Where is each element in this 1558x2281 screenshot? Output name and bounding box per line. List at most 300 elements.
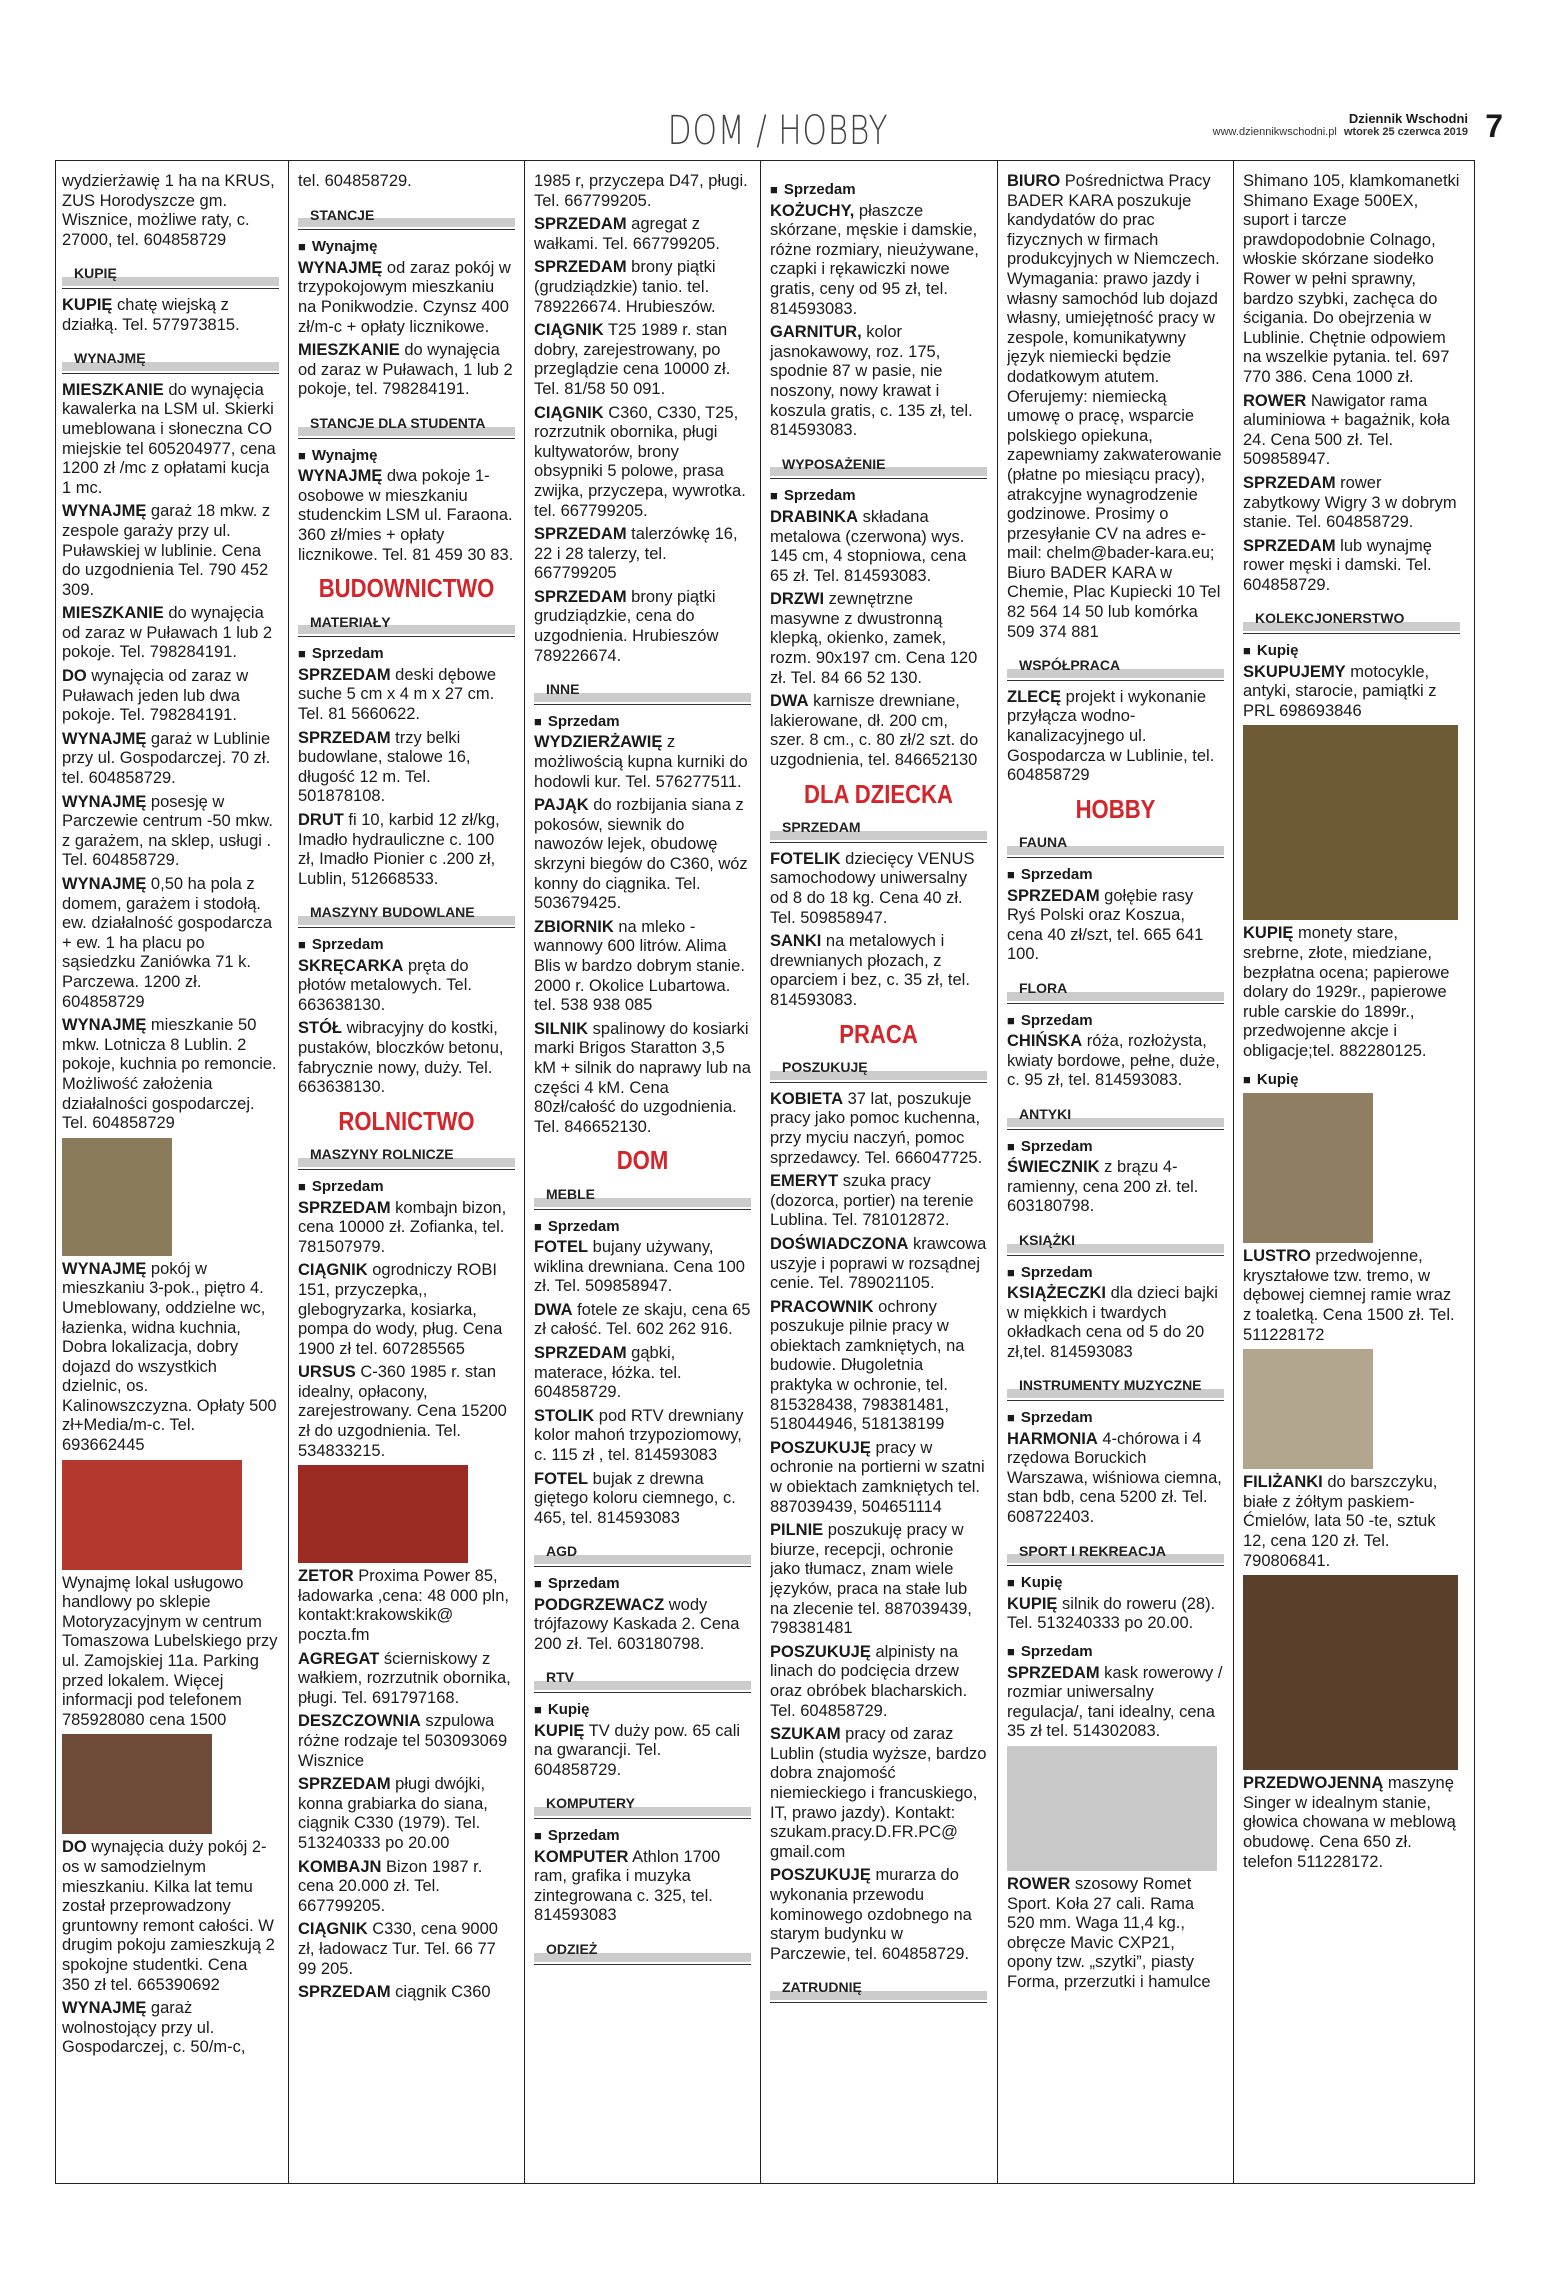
classified-ad: [62, 1999, 279, 2058]
classified-ad: [298, 1019, 515, 1097]
ad-lead: GARNITUR,: [770, 323, 862, 342]
ad-text: z możliwością kupna kurniki do hodowli kur. Tel. 576277511.: [534, 733, 748, 791]
classified-ad: [770, 1866, 987, 1964]
ad-text: wynajęcia duży pokój 2-os w samodzielnym mieszkaniu. Kilka lat temu został przeprowadzony gruntowny remont całości. W drugim pokoju zamieszkują 2 spokojne studentki. Cena 350 zł tel. 665390692: [62, 1838, 275, 1994]
classified-ad: [534, 258, 751, 317]
classified-ad: [534, 215, 751, 254]
ad-text: murarza do wykonania przewodu kominowego ozdobnego na starym budynku w Parczewie, tel. 604858729.: [770, 1866, 972, 1963]
ad-lead: SILNIK: [534, 1019, 589, 1038]
ad-text: gołębie rasy Ryś Polski oraz Koszua, cena 40 zł/szt, tel. 665 641 100.: [1007, 886, 1204, 964]
ad-lead: SPRZEDAM: [1243, 473, 1336, 492]
ad-text: pręta do płotów metalowych. Tel. 663638130.: [298, 956, 472, 1014]
ad-text: Wynajmę lokal usługowo handlowy po sklepie Motoryzacyjnym w centrum Tomaszowa Lubelskiego przy ul. Zamojskiej 11a. Parking przed lokalem. Więcej informacji pod telefonem 785928080 cena 1500: [62, 1573, 278, 1729]
ad-text: 37 lat, poszukuje pracy jako pomoc kuchenna, przy myciu naczyń, pomoc sprzedawcy. Tel. 666047725.: [770, 1089, 983, 1167]
section-bar: KOLEKCJONERSTWO: [1243, 607, 1460, 631]
ad-lead: PRZEDWOJENNĄ: [1243, 1774, 1384, 1793]
ad-text: poszukuję pracy w biurze, recepcji, ochronie jako tłumacz, znam wiele języków, praca na stałe lub na zlecenie tel. 887039439, 798381481: [770, 1521, 972, 1638]
subsection-heading: ■ Sprzedam: [534, 1574, 751, 1594]
ad-text: dla dzieci bajki w miękkich i twardych okładkach cena od 5 do 20 zł,tel. 814593083: [1007, 1284, 1218, 1361]
category-heading: HOBBY: [1075, 793, 1156, 824]
sewing-machine-photo: [1243, 1575, 1458, 1770]
classified-ad: [770, 1090, 987, 1168]
column-divider: [1233, 160, 1234, 2184]
ad-text: bujany używany, wiklina drewniana. Cena 100 zł. Tel. 509858947.: [534, 1238, 745, 1296]
ad-text: karnisze drewniane, lakierowane, dł. 200 cm, szer. 8 cm., c. 80 zł/2 szt. do uzgodnienia, tel. 846652130: [770, 692, 979, 770]
ad-lead: ZETOR: [298, 1567, 354, 1586]
ad-text: do wynajęcia od zaraz w Puławach, 1 lub 2 pokoje, tel. 798284191.: [298, 341, 513, 399]
classified-ad: [298, 341, 515, 400]
subsection-heading: ■ Sprzedam: [1007, 1137, 1224, 1157]
ad-text: deski dębowe suche 5 cm x 4 m x 27 cm. Tel. 81 5660622.: [298, 665, 497, 724]
ad-text: wydzierżawię 1 ha na KRUS, ZUS Horodyszcze gm. Wisznice, możliwe raty, c. 27000, tel. 604858729: [62, 172, 275, 249]
ad-text: brony piątki grudziądzkie, cena do uzgodnienia. Hrubieszów 789226674.: [534, 587, 719, 665]
ad-lead: SPRZEDAM: [298, 1198, 391, 1217]
ad-text: pracy w ochronie na portierni w szatni w obiektach zamkniętych tel. 887039439, 504651114: [770, 1438, 985, 1516]
ad-lead: SPRZEDAM: [534, 258, 627, 277]
ad-text: Bizon 1987 r. cena 20.000 zł. Tel. 667799205.: [298, 1857, 483, 1915]
ad-column-3: [534, 172, 751, 2178]
tractor-photo: [298, 1465, 468, 1563]
classified-ad: [770, 323, 987, 441]
classified-ad: [1007, 1158, 1224, 1217]
ad-text: talerzówkę 16, 22 i 28 talerzy, tel. 667799205: [534, 525, 738, 583]
ad-text: wibracyjny do kostki, pustaków, bloczków betonu, fabrycznie nowy, duży. Tel. 663638130.: [298, 1019, 504, 1097]
ad-lead: KOMPUTER: [534, 1847, 629, 1866]
ad-lead: FOTELIK: [770, 849, 841, 868]
section-bar: POSZUKUJĘ: [770, 1056, 987, 1080]
ad-text: do wynajęcia kawalerka na LSM ul. Skierki umeblowana i słoneczna CO miejskie tel 605204977, cena 1200 zł /mc z opłatami kucja 1 mc.: [62, 380, 276, 497]
classified-ad: [62, 381, 279, 499]
room-photo: [62, 1138, 172, 1256]
classified-ad: [298, 467, 515, 565]
ad-column-6: [1243, 172, 1460, 2178]
ad-lead: LUSTRO: [1243, 1247, 1311, 1266]
section-bar: MASZYNY BUDOWLANE: [298, 901, 515, 925]
classified-ad: [534, 1020, 751, 1138]
ad-lead: WYNAJMĘ: [298, 258, 383, 277]
ad-text: projekt i wykonanie przyłącza wodno-kanalizacyjnego ul. Gospodarcza w Lublinie, tel. 604858729: [1007, 687, 1215, 785]
section-bar: KSIĄŻKI: [1007, 1229, 1224, 1253]
ad-lead: MIESZKANIE: [62, 380, 164, 399]
ad-text: garaż 18 mkw. z zespole garaży przy ul. Puławskiej w lublinie. Cena do uzgodnienia Tel. 790 452 309.: [62, 502, 271, 599]
ad-lead: KSIĄŻECZKI: [1007, 1284, 1106, 1303]
section-bar: STANCJE DLA STUDENTA: [298, 412, 515, 436]
ad-lead: SPRZEDAM: [298, 665, 391, 684]
ad-lead: WYNAJMĘ: [62, 502, 147, 521]
classified-ad: [62, 730, 279, 789]
classified-ad: [534, 1596, 751, 1655]
ad-text: gąbki, materace, łóżka. tel. 604858729.: [534, 1344, 682, 1402]
ad-text: na mleko - wannowy 600 litrów. Alima Blis w bardzo dobrym stanie. 2000 r. Okolice Lubartowa. tel. 538 938 085: [534, 917, 745, 1015]
ad-lead: WYNAJMĘ: [62, 1259, 147, 1278]
ad-lead: SANKI: [770, 932, 822, 951]
section-bar: SPORT I REKREACJA: [1007, 1540, 1224, 1564]
category-heading: DLA DZIECKA: [804, 778, 953, 809]
ad-text: szpulowa różne rodzaje tel 503093069 Wisznice: [298, 1712, 508, 1770]
classified-ad: [62, 1260, 279, 1456]
ad-text: wody trójfazowy Kaskada 2. Cena 200 zł. Tel. 603180798.: [534, 1595, 740, 1653]
section-bar: FAUNA: [1007, 831, 1224, 855]
classified-ad: [298, 1858, 515, 1917]
ad-lead: SPRZEDAM: [1007, 1663, 1100, 1682]
ad-text: pługi dwójki, konna grabiarka do siana, ciągnik C330 (1979). Tel. 513240333 po 20.00: [298, 1775, 488, 1852]
classified-ad: [770, 1235, 987, 1294]
ad-lead: CIĄGNIK: [298, 1261, 368, 1280]
ad-lead: SPRZEDAM: [534, 587, 627, 606]
subsection-heading: ■ Kupię: [534, 1700, 751, 1720]
classified-ad: [62, 1574, 279, 1731]
ad-lead: PILNIE: [770, 1521, 824, 1540]
classified-ad: [62, 296, 279, 335]
classified-ad: [770, 1439, 987, 1517]
ad-lead: KUPIĘ: [62, 295, 113, 314]
ad-text: ścierniskowy z wałkiem, rozrzutnik obornika, pługi. Tel. 691797168.: [298, 1649, 511, 1707]
section-bar: AGD: [534, 1540, 751, 1564]
ad-text: spalinowy do kosiarki marki Brigos Staratton 3,5 kM + silnik do naprawy lub na części 4 kM. Cena 80zł/całość do uzgodnienia. Tel. 846652130.: [534, 1019, 751, 1136]
classified-ad: [770, 590, 987, 688]
subsection-heading: ■ Sprzedam: [298, 935, 515, 955]
ad-text: tel. 604858729.: [298, 172, 412, 190]
classified-ad: [298, 259, 515, 337]
section-title: DOM / HOBBY: [667, 108, 889, 154]
ad-lead: WYNAJMĘ: [62, 792, 147, 811]
classified-ad: [534, 321, 751, 399]
classified-ad: [298, 1650, 515, 1709]
ad-column-4: [770, 172, 987, 2178]
subsection-heading: ■ Sprzedam: [1007, 1408, 1224, 1428]
classified-ad: [1243, 663, 1460, 722]
ad-text: rower zabytkowy Wigry 3 w dobrym stanie. Tel. 604858729.: [1243, 473, 1457, 532]
ad-lead: EMERYT: [770, 1172, 839, 1191]
ad-text: ochrony poszukuje pilnie pracy w obiektach zamkniętych, na budowie. Długoletnia praktyka w ochronie, tel. 815328438, 798381481, 518044946, 518138199: [770, 1297, 965, 1434]
classified-ad: [62, 1016, 279, 1134]
ad-text: do rozbijania siana z pokosów, siewnik do nawozów lejek, obudowę skrzyni biegów do C360, wóz konny do ciągnika. Tel. 503679425.: [534, 796, 748, 913]
section-bar: ANTYKI: [1007, 1103, 1224, 1127]
ad-lead: SZUKAM: [770, 1725, 841, 1744]
ad-lead: ZBIORNIK: [534, 917, 614, 936]
ad-lead: BIURO: [1007, 172, 1061, 190]
ad-lead: PRACOWNIK: [770, 1297, 874, 1316]
ad-lead: WYNAJMĘ: [62, 875, 147, 893]
ad-text: T25 1989 r. stan dobry, zarejestrowany, po przeglądzie cena 10000 zł. Tel. 81/58 50 091.: [534, 321, 731, 398]
ad-text: TV duży pow. 65 cali na gwarancji. Tel. 604858729.: [534, 1721, 741, 1779]
classified-ad: [298, 729, 515, 807]
ad-lead: FOTEL: [534, 1238, 589, 1257]
ad-lead: KOBIETA: [770, 1089, 844, 1108]
ad-text: C-360 1985 r. stan idealny, opłacony, zarejestrowany. Cena 15200 zł do uzgodnienia. Tel. 534833215.: [298, 1363, 507, 1460]
section-bar: RTV: [534, 1666, 751, 1690]
subsection-heading: ■ Wynajmę: [298, 446, 515, 466]
subsection-heading: ■ Kupię: [1243, 1070, 1460, 1090]
section-bar: KUPIĘ: [62, 262, 279, 286]
classified-ad: [298, 1983, 515, 2003]
ad-lead: SPRZEDAM: [298, 1983, 391, 2002]
ad-text: Shimano 105, klamkomanetki Shimano Exage 500EX, suport i tarcze prawdopodobnie Colnago, włoskie skórzane siodełko Rower w pełni sprawny, bardzo szybki, zachęca do ścigania. Do obejrzenia w Lublinie. Chętnie odpowiem na wszelkie pytania. tel. 697 770 386. Cena 1000 zł.: [1243, 172, 1460, 386]
ad-text: 4-chórowa i 4 rzędowa Boruckich Warszawa, wiśniowa ciemna, stan bdb, cena 5200 zł. Tel. 608722403.: [1007, 1429, 1222, 1527]
classified-ad: [534, 1407, 751, 1466]
classified-ad: [1007, 1595, 1224, 1634]
ad-text: motocykle, antyki, starocie, pamiątki z PRL 698693846: [1243, 662, 1437, 720]
classified-ad: [534, 172, 751, 211]
ad-text: szuka pracy (dozorca, portier) na terenie Lublina. Tel. 781012872.: [770, 1172, 974, 1230]
ad-text: mieszkanie 50 mkw. Lotnicza 8 Lublin. 2 pokoje, kuchnia po remoncie. Możliwość założenia działalności gospodarczej. Tel. 604858729: [62, 1016, 277, 1133]
ad-column-2: [298, 172, 515, 2178]
column-divider: [288, 160, 289, 2184]
ad-lead: DO: [62, 667, 87, 686]
classified-ad: [770, 692, 987, 770]
classified-ad: [770, 1521, 987, 1639]
classified-ad: [1007, 887, 1224, 965]
ad-text: garaż w Lublinie przy ul. Gospodarczej. 70 zł. tel. 604858729.: [62, 729, 271, 788]
ad-lead: SPRZEDAM: [534, 525, 627, 544]
ad-column-1: [62, 172, 279, 2178]
brand-name: Dziennik Wschodni: [1348, 111, 1468, 126]
ad-text: krawcowa uszyje i poprawi w rozsądnej cenie. Tel. 789021105.: [770, 1234, 987, 1293]
classified-ad: [1007, 1875, 1224, 1993]
ad-lead: KUPIĘ: [1243, 924, 1294, 943]
classified-ad: [534, 1238, 751, 1297]
ad-text: Nawigator rama aluminiowa + bagażnik, koła 24. Cena 500 zł. Tel. 509858947.: [1243, 391, 1450, 469]
classified-ad: [298, 1567, 515, 1645]
ad-lead: SPRZEDAM: [534, 215, 627, 234]
ad-text: kombajn bizon, cena 10000 zł. Zofianka, tel. 781507979.: [298, 1198, 507, 1256]
ad-lead: POSZUKUJĘ: [770, 1866, 871, 1885]
ad-text: silnik do roweru (28). Tel. 513240333 po 20.00.: [1007, 1594, 1216, 1633]
ad-lead: POSZUKUJĘ: [770, 1642, 871, 1661]
ad-text: C360, C330, T25, rozrzutnik obornika, pługi kultywatorów, brony obsypniki 5 polowe, prasa zwijka, przyczepa, wywrotka. tel. 667799205.: [534, 403, 746, 520]
classified-ad: [770, 1643, 987, 1721]
page-number: 7: [1485, 108, 1503, 144]
ad-text: pracy od zaraz Lublin (studia wyższe, bardzo dobra znajomość niemieckiego i francuskiego, IT, prawo jazdy). Kontakt: szukam.pracy.D.FR.PC@ gmail.com: [770, 1725, 987, 1861]
ad-lead: SKUPUJEMY: [1243, 662, 1346, 681]
ad-lead: KOMBAJN: [298, 1857, 382, 1876]
ad-lead: DWA: [534, 1300, 573, 1319]
ad-lead: CHIŃSKA: [1007, 1032, 1083, 1051]
ad-text: z brązu 4-ramienny, cena 200 zł. tel. 603180798.: [1007, 1158, 1199, 1216]
ad-lead: KUPIĘ: [534, 1721, 585, 1740]
column-divider: [524, 160, 525, 2184]
subsection-heading: ■ Sprzedam: [770, 180, 987, 200]
classified-ad: [298, 172, 515, 192]
ad-lead: WYNAJMĘ: [62, 729, 147, 748]
section-bar: KOMPUTERY: [534, 1792, 751, 1816]
column-divider: [997, 160, 998, 2184]
ad-text: róża, rozłożysta, kwiaty bordowe, pełne, duże, c. 95 zł, tel. 814593083.: [1007, 1032, 1220, 1090]
ad-lead: STOLIK: [534, 1406, 595, 1425]
ad-column-5: [1007, 172, 1224, 2178]
ad-text: pokój w mieszkaniu 3-pok., piętro 4. Umeblowany, oddzielne wc, łazienka, widna kuchnia, Dobra lokalizacja, dobry dojazd do wszystkich dzielnic, os. Kalinowszczyzna. Opłaty 500 zł+Media/m-c. Tel. 693662445: [62, 1259, 277, 1455]
ad-lead: FILIŻANKI: [1243, 1473, 1323, 1492]
ad-lead: ZLECĘ: [1007, 687, 1062, 706]
ad-text: monety stare, srebrne, złote, miedziane, bezpłatna ocena; papierowe dolary do 1929r., papierowe ruble carskie do 1899r., przedwojenne akcje i obligacje;tel. 882280125.: [1243, 924, 1450, 1060]
category-heading: BUDOWNICTWO: [318, 573, 495, 604]
ad-text: 0,50 ha pola z domem, garażem i stodołą. ew. działalność gospodarcza + ew. 1 ha placu po sąsiedzku Zaniówka 71 k. Parczewa. 1200 zł. 604858729: [62, 875, 273, 1011]
classified-ad: [298, 811, 515, 889]
ad-text: szosowy Romet Sport. Koła 27 cali. Rama 520 mm. Waga 11,4 kg., obręcze Mavic CXP21, opony tzw. „szytki”, piasty Forma, przerzutki i hamulce: [1007, 1874, 1211, 1991]
classified-ad: [62, 875, 279, 1012]
classified-ad: [770, 508, 987, 586]
ad-text: pod RTV drewniany kolor mahoń trzypoziomowy, c. 115 zł , tel. 814593083: [534, 1406, 744, 1465]
ad-lead: WYNAJMĘ: [62, 1999, 147, 2018]
section-bar: WYNAJMĘ: [62, 347, 279, 371]
ad-lead: DO: [62, 1838, 87, 1857]
classified-ad: [298, 1920, 515, 1979]
ad-lead: WYNAJMĘ: [62, 1016, 147, 1035]
classified-ad: [1243, 392, 1460, 470]
classified-ad: [62, 604, 279, 663]
interior-photo: [62, 1734, 212, 1834]
section-bar: FLORA: [1007, 977, 1224, 1001]
classified-ad: [770, 1172, 987, 1231]
classified-ad: [62, 502, 279, 600]
classified-ad: [534, 796, 751, 914]
category-heading: DOM: [616, 1145, 669, 1176]
classified-ad: [1007, 1664, 1224, 1742]
subsection-heading: ■ Wynajmę: [298, 237, 515, 257]
classified-ad: [1243, 474, 1460, 533]
ad-text: alpinisty na linach do podcięcia drzew oraz obróbek blacharskich. Tel. 604858729.: [770, 1642, 968, 1720]
ad-lead: PAJĄK: [534, 796, 589, 815]
bicycle-photo: [1007, 1746, 1217, 1871]
ad-lead: CIĄGNIK: [534, 403, 604, 422]
ad-text: 1985 r, przyczepa D47, pługi. Tel. 667799205.: [534, 172, 748, 210]
ad-text: płaszcze skórzane, męskie i damskie, różne rozmiary, nieużywane, czapki i rękawiczki nowe gratis, ceny od 95 zł, tel. 814593083.: [770, 201, 979, 318]
ad-text: Proxima Power 85, ładowarka ,cena: 48 000 pln, kontakt:krakowskik@ poczta.fm: [298, 1567, 509, 1645]
column-divider: [760, 160, 761, 2184]
section-bar: ODZIEŻ: [534, 1938, 751, 1962]
ad-text: Athlon 1700 ram, grafika i muzyka zintegrowana c. 325, tel. 814593083: [534, 1847, 721, 1925]
ad-lead: KUPIĘ: [1007, 1594, 1058, 1613]
ad-lead: SPRZEDAM: [1007, 886, 1100, 905]
ad-text: trzy belki budowlane, stalowe 16, długość 12 m. Tel. 501878108.: [298, 728, 471, 806]
classified-ad: [1243, 172, 1460, 388]
classified-ad: [1007, 1284, 1224, 1362]
classified-ad: [62, 172, 279, 250]
subsection-heading: ■ Sprzedam: [1007, 865, 1224, 885]
classified-ad: [770, 850, 987, 928]
ad-lead: CIĄGNIK: [298, 1920, 368, 1939]
ad-text: dziecięcy VENUS samochodowy uniwersalny od 8 do 18 kg. Cena 40 zł. Tel. 509858947.: [770, 849, 975, 927]
section-bar: INNE: [534, 678, 751, 702]
ad-text: do barszczyku, białe z żółtym paskiem-Ćmielów, lata 50 -te, sztuk 12, cena 120 zł. Tel. 790806841.: [1243, 1473, 1438, 1570]
classified-ad: [534, 404, 751, 522]
issue-date: wtorek 25 czerwca 2019: [1343, 126, 1468, 139]
subsection-heading: ■ Sprzedam: [534, 1217, 751, 1237]
ad-text: garaż wolnostojący przy ul. Gospodarczej, c. 50/m-c,: [62, 1999, 246, 2057]
classified-ad: [770, 932, 987, 1010]
ad-text: dwa pokoje 1-osobowe w mieszkaniu studenckim LSM ul. Faraona. 360 zł/mies + opłaty licznikowe. Tel. 81 459 30 83.: [298, 467, 514, 564]
ad-lead: DWA: [770, 692, 809, 711]
ad-lead: SPRZEDAM: [1243, 536, 1336, 555]
auto-czesci-photo: [62, 1460, 242, 1570]
classified-ad: [770, 1298, 987, 1435]
classified-ad: [298, 1712, 515, 1771]
ad-text: posesję w Parczewie centrum -50 mkw. z garażem, na sklep, usługi . Tel. 604858729.: [62, 792, 273, 870]
category-heading: ROLNICTWO: [338, 1105, 475, 1136]
ad-text: bujak z drewna giętego koloru ciemnego, c. 465, tel. 814593083: [534, 1469, 736, 1527]
category-heading: PRACA: [839, 1018, 918, 1049]
section-bar: SPRZEDAM: [770, 816, 987, 840]
section-bar: WYPOSAŻENIE: [770, 453, 987, 477]
ad-lead: ROWER: [1007, 1874, 1071, 1893]
ad-text: ciągnik C360: [390, 1983, 491, 2002]
ad-lead: ROWER: [1243, 391, 1307, 410]
ad-lead: FOTEL: [534, 1469, 589, 1488]
classified-ad: [62, 667, 279, 726]
ad-text: kask rowerowy / rozmiar uniwersalny regulacja/, tani idealny, cena 35 zł tel. 514302083.: [1007, 1663, 1223, 1741]
subsection-heading: ■ Sprzedam: [298, 644, 515, 664]
ad-lead: DRABINKA: [770, 507, 858, 526]
ad-lead: MIESZKANIE: [62, 604, 164, 623]
ad-text: od zaraz pokój w trzypokojowym mieszkaniu na Ponikwodzie. Czynsz 400 zł/m-c + opłaty licznikowe.: [298, 258, 511, 336]
subsection-heading: ■ Sprzedam: [534, 712, 751, 732]
classified-ad: [1243, 1247, 1460, 1345]
classified-ad: [298, 666, 515, 725]
ad-text: fi 10, karbid 12 zł/kg, Imadło hydrauliczne c. 100 zł, Imadło Pionier c .200 zł, Lublin, 512668533.: [298, 811, 500, 888]
section-bar: MATERIAŁY: [298, 611, 515, 635]
subsection-heading: ■ Kupię: [1007, 1573, 1224, 1593]
ad-text: zewnętrzne masywne z dwustronną klepką, okienko, zamek, rozm. 90x197 cm. Cena 120 zł. Tel. 84 66 52 130.: [770, 590, 978, 687]
classified-ad: [298, 1775, 515, 1853]
classified-ad: [534, 1344, 751, 1403]
classified-ad: [298, 1363, 515, 1461]
section-bar: ZATRUDNIĘ: [770, 1976, 987, 2000]
ad-lead: DESZCZOWNIA: [298, 1712, 421, 1731]
classified-ad: [770, 1725, 987, 1862]
ad-lead: WYNAJMĘ: [298, 467, 383, 486]
classified-ad: [534, 1848, 751, 1926]
classified-ad: [534, 1470, 751, 1529]
site-url: www.dziennikwschodni.pl: [1212, 126, 1337, 139]
classified-ad: [1243, 1473, 1460, 1571]
section-bar: INSTRUMENTY MUZYCZNE: [1007, 1374, 1224, 1398]
ad-lead: SPRZEDAM: [534, 1344, 627, 1363]
classified-ad: [1243, 924, 1460, 1061]
coin-photo: [1243, 725, 1458, 920]
ad-text: Pośrednictwa Pracy BADER KARA poszukuje kandydatów do prac fizycznych w firmach produkcyjnych w Niemczech. Wymagania: prawo jazdy i własny samochód lub dojazd własny, umiejętność pracy w zespole, komunikatywny język niemiecki będzie dodatkowym atutem. Oferujemy: niemiecką umowę o pracę, wsparcie polskiego opiekuna, zapewniamy zakwaterowanie (płatne po miesiącu pracy), atrakcyjne wynagrodzenie godzinowe. Prosimy o przesyłanie CV na adres e-mail: chelm@bader-kara.eu; Biuro BADER KARA w Chemie, Plac Kupiecki 10 Tel 82 564 14 50 lub komórka 509 374 881: [1007, 172, 1222, 641]
classified-ad: [534, 918, 751, 1016]
ad-text: wynajęcia od zaraz w Puławach jeden lub dwa pokoje. Tel. 798284191.: [62, 667, 249, 725]
subsection-heading: ■ Sprzedam: [770, 486, 987, 506]
cup-photo: [1243, 1349, 1373, 1469]
ad-lead: ŚWIECZNIK: [1007, 1158, 1100, 1177]
ad-lead: HARMONIA: [1007, 1429, 1098, 1448]
classified-ad: [1007, 1430, 1224, 1528]
classified-ad: [770, 202, 987, 320]
classified-ad: [1243, 1774, 1460, 1872]
ad-lead: DOŚWIADCZONA: [770, 1234, 909, 1253]
classified-ad: [62, 1838, 279, 1995]
ad-lead: SPRZEDAM: [298, 728, 391, 747]
ad-text: składana metalowa (czerwona) wys. 145 cm, 4 stopniowa, cena 65 zł. Tel. 814593083.: [770, 507, 967, 585]
classified-ad: [1007, 172, 1224, 642]
ad-lead: CIĄGNIK: [534, 321, 604, 340]
classified-ad: [534, 733, 751, 792]
ad-lead: POSZUKUJĘ: [770, 1438, 871, 1457]
ad-lead: PODGRZEWACZ: [534, 1595, 665, 1614]
ad-text: do wynajęcia od zaraz w Puławach 1 lub 2 pokoje. Tel. 798284191.: [62, 604, 273, 662]
ad-lead: KOŻUCHY,: [770, 201, 855, 220]
section-bar: WSPÓŁPRACA: [1007, 654, 1224, 678]
section-bar: MEBLE: [534, 1183, 751, 1207]
classified-ad: [298, 1199, 515, 1258]
classified-ad: [534, 525, 751, 584]
ad-text: brony piątki (grudziądzkie) tanio. tel. 789226674. Hrubieszów.: [534, 258, 716, 316]
ad-lead: URSUS: [298, 1363, 356, 1382]
classified-ad: [298, 1261, 515, 1359]
section-bar: STANCJE: [298, 204, 515, 228]
ad-text: agregat z wałkami. Tel. 667799205.: [534, 215, 720, 253]
